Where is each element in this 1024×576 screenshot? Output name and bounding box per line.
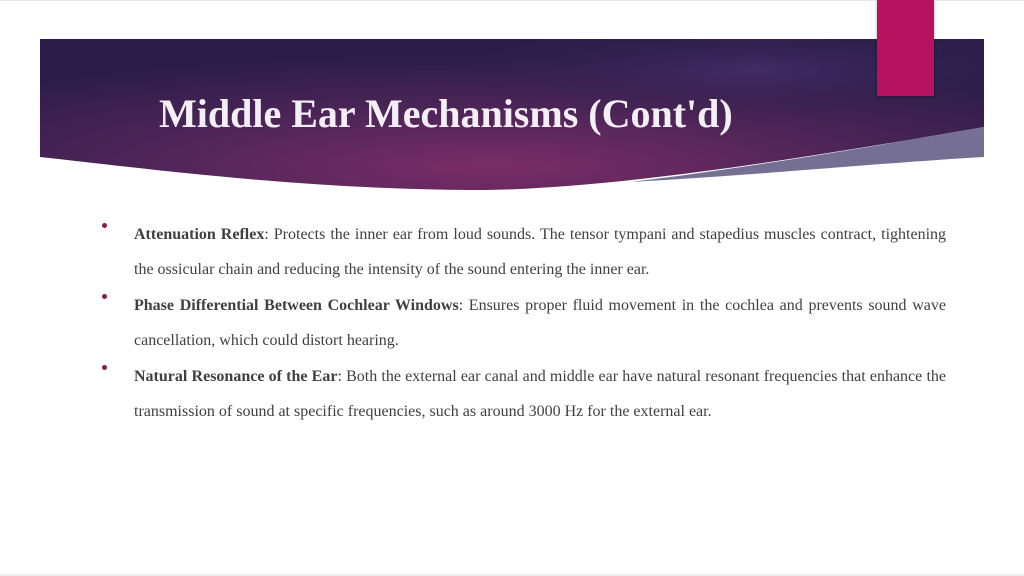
bullet-text bbox=[134, 217, 946, 287]
bullet-term: Natural Resonance of the Ear bbox=[134, 368, 338, 385]
bullet-item bbox=[102, 359, 946, 429]
bullet-dot-icon bbox=[102, 365, 107, 370]
bullet-text bbox=[134, 359, 946, 429]
bullet-text bbox=[134, 288, 946, 358]
bullet-dot-icon bbox=[102, 294, 107, 299]
bullet-dot-icon bbox=[102, 223, 107, 228]
bullet-term: Attenuation Reflex bbox=[134, 226, 265, 243]
accent-tab bbox=[877, 0, 934, 96]
bullet-item bbox=[102, 288, 946, 358]
bullet-description: : Both the external ear canal and middle ear have natural resonant frequencies that enhance the transmission of sound at specific frequencies, such as around 3000 Hz for the external ear. bbox=[134, 368, 946, 420]
bullet-description: : Protects the inner ear from loud sounds. The tensor tympani and stapedius muscles contract, tightening the ossicular chain and reducing the intensity of the sound entering the inner ear. bbox=[134, 226, 947, 278]
bullet-list bbox=[102, 226, 946, 439]
top-divider bbox=[0, 0, 1024, 1]
slide-title: Middle Ear Mechanisms (Cont'd) bbox=[159, 91, 733, 136]
bullet-item bbox=[102, 217, 946, 287]
bullet-description: : Ensures proper fluid movement in the cochlea and prevents sound wave cancellation, which could distort hearing. bbox=[134, 297, 947, 349]
bullet-term: Phase Differential Between Cochlear Windows bbox=[134, 297, 459, 314]
